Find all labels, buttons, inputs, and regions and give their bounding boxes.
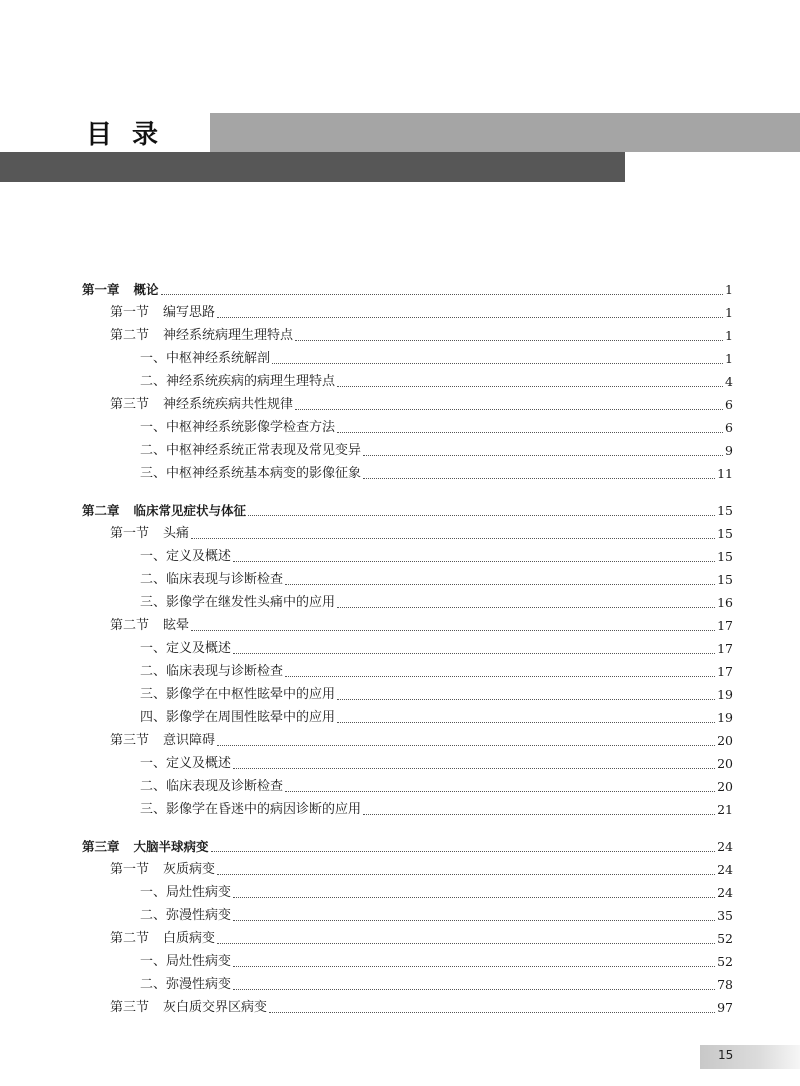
toc-item-row bbox=[0, 708, 800, 728]
toc-title: 影像学在周围性眩晕中的应用 bbox=[166, 710, 336, 725]
toc-label bbox=[140, 952, 231, 972]
dot-leader bbox=[363, 454, 723, 456]
toc-entry bbox=[140, 800, 733, 820]
dot-leader bbox=[217, 744, 715, 746]
toc-entry bbox=[140, 372, 733, 392]
toc-entry bbox=[140, 464, 733, 484]
dot-leader bbox=[233, 896, 715, 898]
toc-number: 三、 bbox=[140, 595, 167, 610]
toc-entry bbox=[140, 754, 733, 774]
dot-leader bbox=[233, 988, 715, 990]
toc-page-number: 19 bbox=[717, 710, 733, 725]
toc-chapter-row bbox=[0, 280, 800, 300]
toc-label bbox=[140, 662, 283, 682]
toc-page-number: 17 bbox=[717, 664, 733, 679]
toc-title: 中枢神经系统影像学检查方法 bbox=[166, 420, 336, 435]
toc-item-row bbox=[0, 662, 800, 682]
toc-chapter-row bbox=[0, 837, 800, 857]
toc-number: 一、 bbox=[140, 885, 167, 900]
toc-entry bbox=[140, 349, 733, 369]
toc-title: 大脑半球病变 bbox=[133, 839, 209, 854]
dot-leader bbox=[337, 385, 723, 387]
toc-number: 一、 bbox=[140, 954, 167, 969]
toc-number: 第三章 bbox=[82, 839, 120, 854]
toc-title: 定义及概述 bbox=[166, 641, 232, 656]
toc-title: 神经系统疾病的病理生理特点 bbox=[166, 374, 336, 389]
page-number: 15 bbox=[718, 1048, 734, 1062]
toc-label bbox=[140, 639, 231, 659]
toc-section-row bbox=[0, 395, 800, 415]
toc-entry bbox=[110, 395, 733, 415]
toc-number: 三、 bbox=[140, 466, 167, 481]
toc-number: 二、 bbox=[140, 779, 167, 794]
toc-title: 弥漫性病变 bbox=[166, 977, 232, 992]
toc-item-row bbox=[0, 754, 800, 774]
toc-section-row bbox=[0, 303, 800, 323]
toc-number: 第二节 bbox=[110, 328, 150, 343]
toc-entry bbox=[140, 906, 733, 926]
toc-label bbox=[140, 906, 231, 926]
toc-number: 三、 bbox=[140, 802, 167, 817]
toc-page-number: 52 bbox=[717, 954, 733, 969]
toc-page-number: 24 bbox=[717, 839, 733, 854]
toc-number: 第一章 bbox=[82, 282, 120, 297]
toc-page-number: 20 bbox=[717, 733, 733, 748]
toc-title: 定义及概述 bbox=[166, 756, 232, 771]
toc-page-number: 17 bbox=[717, 618, 733, 633]
toc-page-number: 15 bbox=[717, 503, 733, 518]
toc-label bbox=[140, 754, 231, 774]
toc-entry bbox=[110, 860, 733, 880]
toc-label bbox=[140, 593, 335, 613]
toc-number: 二、 bbox=[140, 572, 167, 587]
toc-number: 第一节 bbox=[110, 526, 150, 541]
toc-section-row bbox=[0, 524, 800, 544]
dot-leader bbox=[191, 629, 715, 631]
toc-item-row bbox=[0, 372, 800, 392]
toc-number: 一、 bbox=[140, 351, 167, 366]
toc-label bbox=[140, 349, 270, 369]
toc-entry bbox=[140, 975, 733, 995]
title-bar-light bbox=[210, 113, 800, 152]
toc-page-number: 21 bbox=[717, 802, 733, 817]
toc-page-number: 24 bbox=[717, 862, 733, 877]
toc-entry bbox=[110, 524, 733, 544]
toc-title: 定义及概述 bbox=[166, 549, 232, 564]
dot-leader bbox=[337, 431, 723, 433]
toc-item-row bbox=[0, 952, 800, 972]
toc-page-number: 11 bbox=[717, 466, 733, 481]
toc-item-row bbox=[0, 800, 800, 820]
toc-number: 第三节 bbox=[110, 1000, 150, 1015]
dot-leader bbox=[161, 293, 724, 295]
toc-section-row bbox=[0, 326, 800, 346]
toc-item-row bbox=[0, 349, 800, 369]
toc-label bbox=[140, 883, 231, 903]
dot-leader bbox=[269, 1011, 715, 1013]
toc-section-row bbox=[0, 860, 800, 880]
toc-label bbox=[140, 372, 335, 392]
toc-number: 第一节 bbox=[110, 305, 150, 320]
toc-section-row bbox=[0, 616, 800, 636]
toc-title: 影像学在中枢性眩晕中的应用 bbox=[166, 687, 336, 702]
toc-page-number: 9 bbox=[725, 443, 733, 458]
toc-number: 第二节 bbox=[110, 618, 150, 633]
dot-leader bbox=[191, 537, 715, 539]
page-number-band bbox=[700, 1045, 800, 1069]
toc-title: 中枢神经系统正常表现及常见变异 bbox=[166, 443, 362, 458]
toc-entry bbox=[110, 731, 733, 751]
toc-title: 局灶性病变 bbox=[166, 885, 232, 900]
dot-leader bbox=[295, 408, 723, 410]
toc-page-number: 1 bbox=[725, 351, 733, 366]
toc-title: 头痛 bbox=[163, 526, 190, 541]
toc-page-number: 19 bbox=[717, 687, 733, 702]
toc-entry bbox=[140, 441, 733, 461]
toc-number: 二、 bbox=[140, 374, 167, 389]
dot-leader bbox=[295, 339, 723, 341]
toc-title: 弥漫性病变 bbox=[166, 908, 232, 923]
dot-leader bbox=[233, 767, 715, 769]
toc-item-row bbox=[0, 547, 800, 567]
toc-entry bbox=[140, 593, 733, 613]
dot-leader bbox=[233, 560, 715, 562]
toc-label bbox=[140, 570, 283, 590]
toc-entry bbox=[140, 952, 733, 972]
toc-label bbox=[110, 860, 215, 880]
dot-leader bbox=[337, 606, 715, 608]
toc-number: 三、 bbox=[140, 687, 167, 702]
toc-page-number: 20 bbox=[717, 756, 733, 771]
toc-page-number: 15 bbox=[717, 549, 733, 564]
toc-title: 临床表现与诊断检查 bbox=[166, 664, 284, 679]
toc-entry bbox=[110, 326, 733, 346]
toc-title: 神经系统疾病共性规律 bbox=[163, 397, 294, 412]
toc-number: 二、 bbox=[140, 664, 167, 679]
dot-leader bbox=[233, 919, 715, 921]
toc-page-number: 15 bbox=[717, 526, 733, 541]
toc-number: 二、 bbox=[140, 977, 167, 992]
toc-page-number: 24 bbox=[717, 885, 733, 900]
toc-title: 影像学在昏迷中的病因诊断的应用 bbox=[166, 802, 362, 817]
toc-chapter-row bbox=[0, 501, 800, 521]
toc-label bbox=[82, 837, 209, 857]
toc-section-row bbox=[0, 929, 800, 949]
toc-item-row bbox=[0, 441, 800, 461]
toc-label bbox=[140, 685, 335, 705]
toc-number: 第二章 bbox=[82, 503, 120, 518]
toc-entry bbox=[140, 777, 733, 797]
toc-title: 临床常见症状与体征 bbox=[133, 503, 247, 518]
toc-title: 编写思路 bbox=[163, 305, 216, 320]
dot-leader bbox=[217, 873, 715, 875]
toc-entry bbox=[110, 929, 733, 949]
toc-page-number: 1 bbox=[725, 282, 733, 297]
dot-leader bbox=[248, 514, 715, 516]
toc-entry bbox=[140, 708, 733, 728]
dot-leader bbox=[217, 942, 715, 944]
toc-page-number: 1 bbox=[725, 328, 733, 343]
toc-entry bbox=[140, 570, 733, 590]
toc-entry bbox=[140, 547, 733, 567]
toc-entry bbox=[82, 280, 733, 300]
dot-leader bbox=[211, 850, 716, 852]
toc-item-row bbox=[0, 777, 800, 797]
toc-item-row bbox=[0, 464, 800, 484]
toc-entry bbox=[140, 662, 733, 682]
toc-page-number: 6 bbox=[725, 397, 733, 412]
toc-label bbox=[110, 395, 293, 415]
toc-number: 第一节 bbox=[110, 862, 150, 877]
dot-leader bbox=[337, 698, 715, 700]
toc-label bbox=[110, 616, 189, 636]
toc-item-row bbox=[0, 883, 800, 903]
toc-title: 眩晕 bbox=[163, 618, 190, 633]
toc-number: 第三节 bbox=[110, 397, 150, 412]
toc-title: 白质病变 bbox=[163, 931, 216, 946]
toc-page-number: 15 bbox=[717, 572, 733, 587]
toc-item-row bbox=[0, 639, 800, 659]
toc-label bbox=[110, 524, 189, 544]
toc-label bbox=[82, 280, 159, 300]
toc-entry bbox=[140, 639, 733, 659]
toc-number: 一、 bbox=[140, 756, 167, 771]
toc-entry bbox=[110, 616, 733, 636]
toc-title: 影像学在继发性头痛中的应用 bbox=[166, 595, 336, 610]
dot-leader bbox=[363, 477, 715, 479]
toc-item-row bbox=[0, 906, 800, 926]
toc-number: 二、 bbox=[140, 443, 167, 458]
toc-label bbox=[140, 800, 361, 820]
toc-page-number: 17 bbox=[717, 641, 733, 656]
dot-leader bbox=[285, 583, 715, 585]
toc-entry bbox=[82, 501, 733, 521]
toc-title: 中枢神经系统基本病变的影像征象 bbox=[166, 466, 362, 481]
toc-number: 四、 bbox=[140, 710, 167, 725]
toc-section-row bbox=[0, 731, 800, 751]
toc-section-row bbox=[0, 998, 800, 1018]
toc-page-number: 6 bbox=[725, 420, 733, 435]
toc-label bbox=[140, 708, 335, 728]
dot-leader bbox=[233, 965, 715, 967]
toc-entry bbox=[110, 998, 733, 1018]
toc-entry bbox=[140, 685, 733, 705]
toc-title: 概论 bbox=[133, 282, 159, 297]
toc-item-row bbox=[0, 418, 800, 438]
toc-label bbox=[110, 998, 267, 1018]
toc-number: 一、 bbox=[140, 641, 167, 656]
toc-title: 临床表现及诊断检查 bbox=[166, 779, 284, 794]
toc-number: 一、 bbox=[140, 420, 167, 435]
toc-number: 第三节 bbox=[110, 733, 150, 748]
toc-title: 灰白质交界区病变 bbox=[163, 1000, 268, 1015]
dot-leader bbox=[337, 721, 715, 723]
toc-item-row bbox=[0, 570, 800, 590]
toc-title: 局灶性病变 bbox=[166, 954, 232, 969]
toc-page-number: 4 bbox=[725, 374, 733, 389]
toc-entry bbox=[82, 837, 733, 857]
toc-entry bbox=[110, 303, 733, 323]
toc-item-row bbox=[0, 975, 800, 995]
dot-leader bbox=[272, 362, 723, 364]
toc-item-row bbox=[0, 685, 800, 705]
dot-leader bbox=[285, 790, 715, 792]
dot-leader bbox=[233, 652, 715, 654]
toc-label bbox=[140, 464, 361, 484]
toc-page-number: 97 bbox=[717, 1000, 733, 1015]
toc-title: 神经系统病理生理特点 bbox=[163, 328, 294, 343]
toc-title: 意识障碍 bbox=[163, 733, 216, 748]
page-title: 目录 bbox=[86, 120, 179, 150]
toc-number: 第二节 bbox=[110, 931, 150, 946]
toc-page-number: 20 bbox=[717, 779, 733, 794]
toc-label bbox=[82, 501, 246, 521]
toc-entry bbox=[140, 418, 733, 438]
toc-label bbox=[140, 418, 335, 438]
dot-leader bbox=[363, 813, 715, 815]
toc-number: 二、 bbox=[140, 908, 167, 923]
toc-page-number: 52 bbox=[717, 931, 733, 946]
toc-page-number: 1 bbox=[725, 305, 733, 320]
toc-entry bbox=[140, 883, 733, 903]
toc-item-row bbox=[0, 593, 800, 613]
toc-page-number: 16 bbox=[717, 595, 733, 610]
toc-label bbox=[110, 326, 293, 346]
toc-label bbox=[140, 777, 283, 797]
toc-label bbox=[140, 547, 231, 567]
toc-label bbox=[140, 975, 231, 995]
toc-title: 临床表现与诊断检查 bbox=[166, 572, 284, 587]
toc-number: 一、 bbox=[140, 549, 167, 564]
title-bar-dark bbox=[0, 152, 625, 182]
toc-page-number: 35 bbox=[717, 908, 733, 923]
toc-label bbox=[110, 731, 215, 751]
toc-label bbox=[110, 303, 215, 323]
dot-leader bbox=[285, 675, 715, 677]
dot-leader bbox=[217, 316, 723, 318]
toc-title: 中枢神经系统解剖 bbox=[166, 351, 271, 366]
toc-label bbox=[110, 929, 215, 949]
toc-title: 灰质病变 bbox=[163, 862, 216, 877]
toc-page-number: 78 bbox=[717, 977, 733, 992]
toc-label bbox=[140, 441, 361, 461]
